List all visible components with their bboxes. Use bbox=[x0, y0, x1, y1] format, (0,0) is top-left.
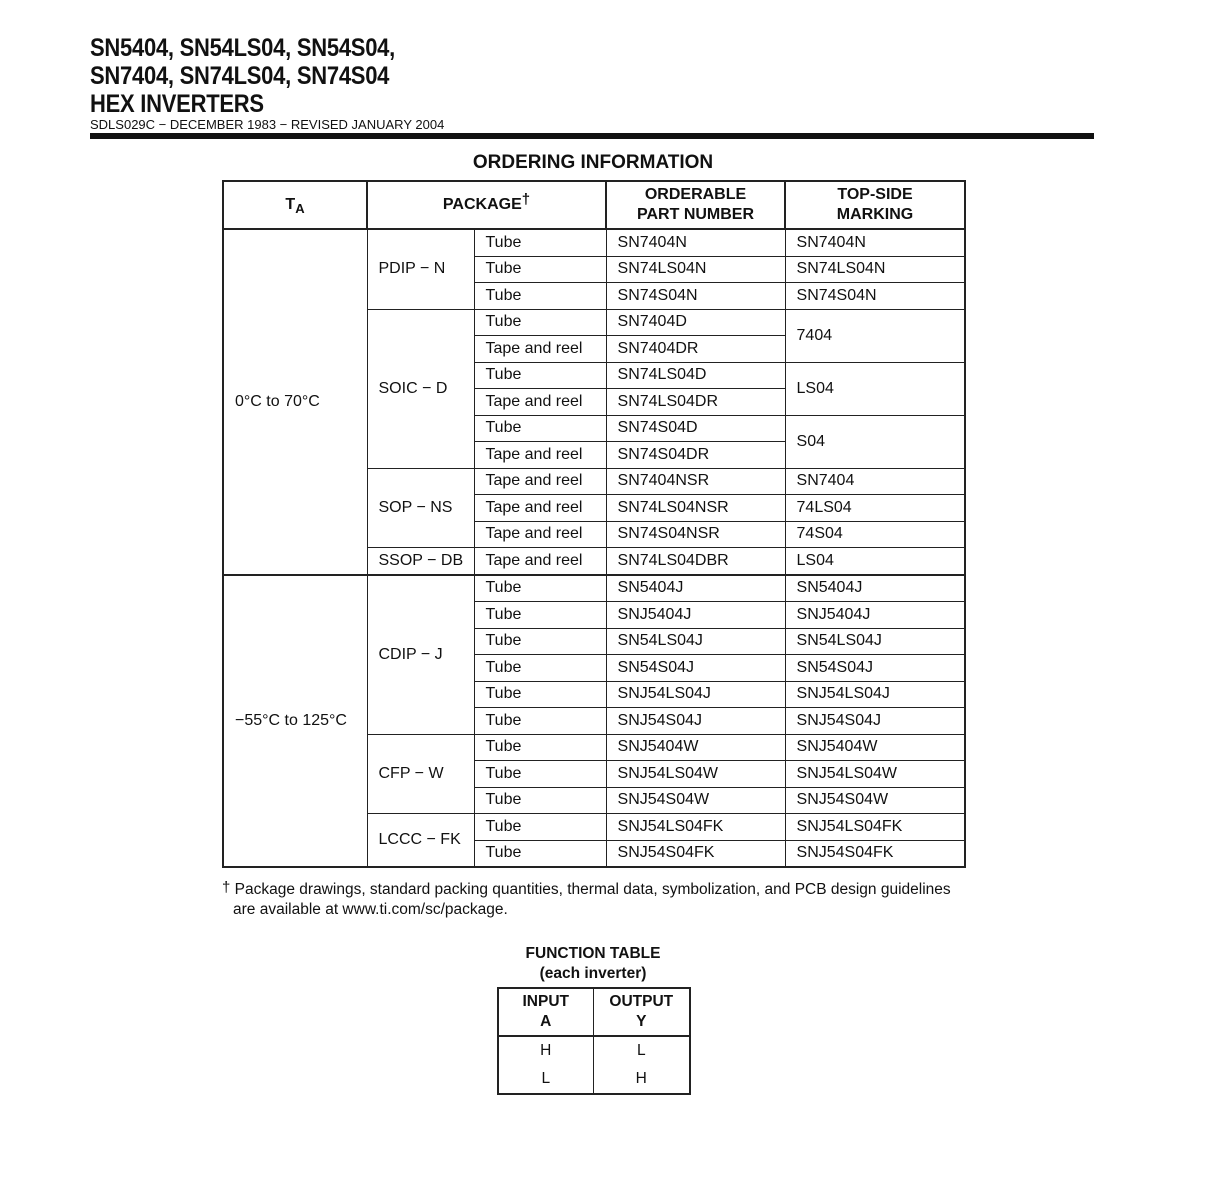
part-number-cell: SN5404J bbox=[606, 575, 785, 602]
ordering-info-title: ORDERING INFORMATION bbox=[472, 152, 714, 173]
marking-cell: SN54S04J bbox=[785, 655, 965, 682]
package-cell: CFP − W bbox=[367, 734, 474, 814]
package-cell: SOP − NS bbox=[367, 468, 474, 548]
header-package bbox=[367, 181, 606, 229]
part-number-cell: SNJ54LS04FK bbox=[606, 814, 785, 841]
marking-cell: SN7404N bbox=[785, 229, 965, 256]
part-number-cell: SN54S04J bbox=[606, 655, 785, 682]
footnote-line-2: are available at www.ti.com/sc/package. bbox=[233, 901, 508, 918]
function-table bbox=[497, 987, 691, 1095]
header-package-label: PACKAGE bbox=[442, 196, 522, 213]
ordering-footnote bbox=[222, 880, 982, 920]
header-package-mark: † bbox=[521, 191, 531, 208]
package-cell: PDIP − N bbox=[367, 229, 474, 309]
part-number-cell: SN74LS04NSR bbox=[606, 495, 785, 522]
header-input-line-1: INPUT bbox=[522, 993, 569, 1010]
part-number-cell: SN74S04N bbox=[606, 283, 785, 310]
media-cell: Tube bbox=[474, 283, 606, 310]
header-orderable-line-1: ORDERABLE bbox=[644, 186, 747, 203]
function-table-title-line-2: (each inverter) bbox=[539, 965, 647, 982]
media-cell: Tube bbox=[474, 681, 606, 708]
marking-cell: S04 bbox=[785, 415, 965, 468]
media-cell: Tube bbox=[474, 708, 606, 735]
part-number-cell: SNJ54S04FK bbox=[606, 840, 785, 867]
media-cell: Tube bbox=[474, 602, 606, 629]
media-cell: Tube bbox=[474, 575, 606, 602]
header-ta bbox=[223, 181, 367, 229]
part-number-cell: SN74LS04D bbox=[606, 362, 785, 389]
part-number-cell: SN74S04NSR bbox=[606, 521, 785, 548]
media-cell: Tube bbox=[474, 840, 606, 867]
document-header bbox=[90, 34, 1094, 133]
media-cell: Tube bbox=[474, 655, 606, 682]
marking-cell: 74S04 bbox=[785, 521, 965, 548]
media-cell: Tube bbox=[474, 814, 606, 841]
package-cell: SSOP − DB bbox=[367, 548, 474, 575]
ordering-body-military bbox=[223, 575, 965, 868]
part-number-cell: SN54LS04J bbox=[606, 628, 785, 655]
header-input bbox=[498, 988, 593, 1036]
input-cell: H bbox=[498, 1036, 593, 1065]
header-marking bbox=[785, 181, 965, 229]
media-cell: Tube bbox=[474, 415, 606, 442]
marking-cell: 7404 bbox=[785, 309, 965, 362]
marking-cell: SNJ54LS04W bbox=[785, 761, 965, 788]
document-title-line-2: SN7404, SN74LS04, SN74S04 bbox=[90, 62, 390, 90]
package-cell: SOIC − D bbox=[367, 309, 474, 468]
part-number-cell: SNJ54LS04J bbox=[606, 681, 785, 708]
media-cell: Tube bbox=[474, 229, 606, 256]
media-cell: Tube bbox=[474, 734, 606, 761]
marking-cell: SNJ54S04FK bbox=[785, 840, 965, 867]
header-orderable-line-2: PART NUMBER bbox=[637, 206, 755, 223]
part-number-cell: SN7404NSR bbox=[606, 468, 785, 495]
media-cell: Tape and reel bbox=[474, 521, 606, 548]
marking-cell: SN74S04N bbox=[785, 283, 965, 310]
media-cell: Tube bbox=[474, 761, 606, 788]
media-cell: Tube bbox=[474, 787, 606, 814]
media-cell: Tape and reel bbox=[474, 442, 606, 469]
input-cell: L bbox=[498, 1065, 593, 1094]
header-marking-line-2: MARKING bbox=[836, 206, 914, 223]
part-number-cell: SN7404DR bbox=[606, 336, 785, 363]
part-number-cell: SNJ54S04W bbox=[606, 787, 785, 814]
header-output-line-2: Y bbox=[636, 1013, 647, 1030]
part-number-cell: SN74LS04DR bbox=[606, 389, 785, 416]
output-cell: L bbox=[593, 1036, 690, 1065]
ordering-table bbox=[222, 180, 966, 868]
marking-cell: SN5404J bbox=[785, 575, 965, 602]
part-number-cell: SNJ54S04J bbox=[606, 708, 785, 735]
marking-cell: LS04 bbox=[785, 548, 965, 575]
function-header-row bbox=[498, 988, 690, 1036]
ta-range-cell: 0°C to 70°C bbox=[223, 229, 367, 575]
document-id: SDLS029C − DECEMBER 1983 − REVISED JANUARY 2004 bbox=[90, 117, 445, 132]
function-table-title bbox=[496, 944, 690, 984]
ta-range-cell: −55°C to 125°C bbox=[223, 575, 367, 868]
part-number-cell: SNJ5404W bbox=[606, 734, 785, 761]
header-ta-main: T bbox=[285, 196, 296, 213]
media-cell: Tape and reel bbox=[474, 548, 606, 575]
media-cell: Tube bbox=[474, 362, 606, 389]
part-number-cell: SN74S04D bbox=[606, 415, 785, 442]
media-cell: Tape and reel bbox=[474, 495, 606, 522]
part-number-cell: SN7404D bbox=[606, 309, 785, 336]
media-cell: Tube bbox=[474, 256, 606, 283]
header-marking-line-1: TOP-SIDE bbox=[837, 186, 913, 203]
header-input-line-2: A bbox=[540, 1013, 552, 1030]
header-output bbox=[593, 988, 690, 1036]
ordering-body-commercial bbox=[223, 229, 965, 575]
media-cell: Tube bbox=[474, 309, 606, 336]
marking-cell: LS04 bbox=[785, 362, 965, 415]
part-number-cell: SN74LS04DBR bbox=[606, 548, 785, 575]
part-number-cell: SNJ54LS04W bbox=[606, 761, 785, 788]
footnote-mark: † bbox=[222, 879, 231, 896]
media-cell: Tape and reel bbox=[474, 336, 606, 363]
media-cell: Tape and reel bbox=[474, 389, 606, 416]
marking-cell: SNJ54S04W bbox=[785, 787, 965, 814]
package-cell: CDIP − J bbox=[367, 575, 474, 735]
marking-cell: SNJ54LS04FK bbox=[785, 814, 965, 841]
marking-cell: 74LS04 bbox=[785, 495, 965, 522]
table-row bbox=[498, 1065, 690, 1094]
output-cell: H bbox=[593, 1065, 690, 1094]
header-orderable bbox=[606, 181, 785, 229]
ordering-header-row bbox=[223, 181, 965, 229]
document-title-line-1: SN5404, SN54LS04, SN54S04, bbox=[90, 34, 396, 62]
footnote-line-1 bbox=[222, 880, 982, 900]
marking-cell: SNJ54LS04J bbox=[785, 681, 965, 708]
media-cell: Tube bbox=[474, 628, 606, 655]
header-ta-sub: A bbox=[295, 201, 305, 216]
part-number-cell: SNJ5404J bbox=[606, 602, 785, 629]
table-row bbox=[223, 229, 965, 256]
marking-cell: SNJ54S04J bbox=[785, 708, 965, 735]
media-cell: Tape and reel bbox=[474, 468, 606, 495]
package-cell: LCCC − FK bbox=[367, 814, 474, 868]
part-number-cell: SN74S04DR bbox=[606, 442, 785, 469]
marking-cell: SN7404 bbox=[785, 468, 965, 495]
table-row bbox=[498, 1036, 690, 1065]
marking-cell: SN74LS04N bbox=[785, 256, 965, 283]
table-row bbox=[223, 575, 965, 602]
header-rule bbox=[90, 133, 1094, 139]
header-output-line-1: OUTPUT bbox=[609, 993, 674, 1010]
function-table-title-line-1: FUNCTION TABLE bbox=[525, 945, 661, 962]
marking-cell: SNJ5404W bbox=[785, 734, 965, 761]
marking-cell: SN54LS04J bbox=[785, 628, 965, 655]
footnote-text-1: Package drawings, standard packing quantities, thermal data, symbolization, and PCB design guidelines bbox=[234, 881, 951, 898]
marking-cell: SNJ5404J bbox=[785, 602, 965, 629]
part-number-cell: SN7404N bbox=[606, 229, 785, 256]
part-number-cell: SN74LS04N bbox=[606, 256, 785, 283]
document-title-line-3: HEX INVERTERS bbox=[90, 90, 264, 118]
